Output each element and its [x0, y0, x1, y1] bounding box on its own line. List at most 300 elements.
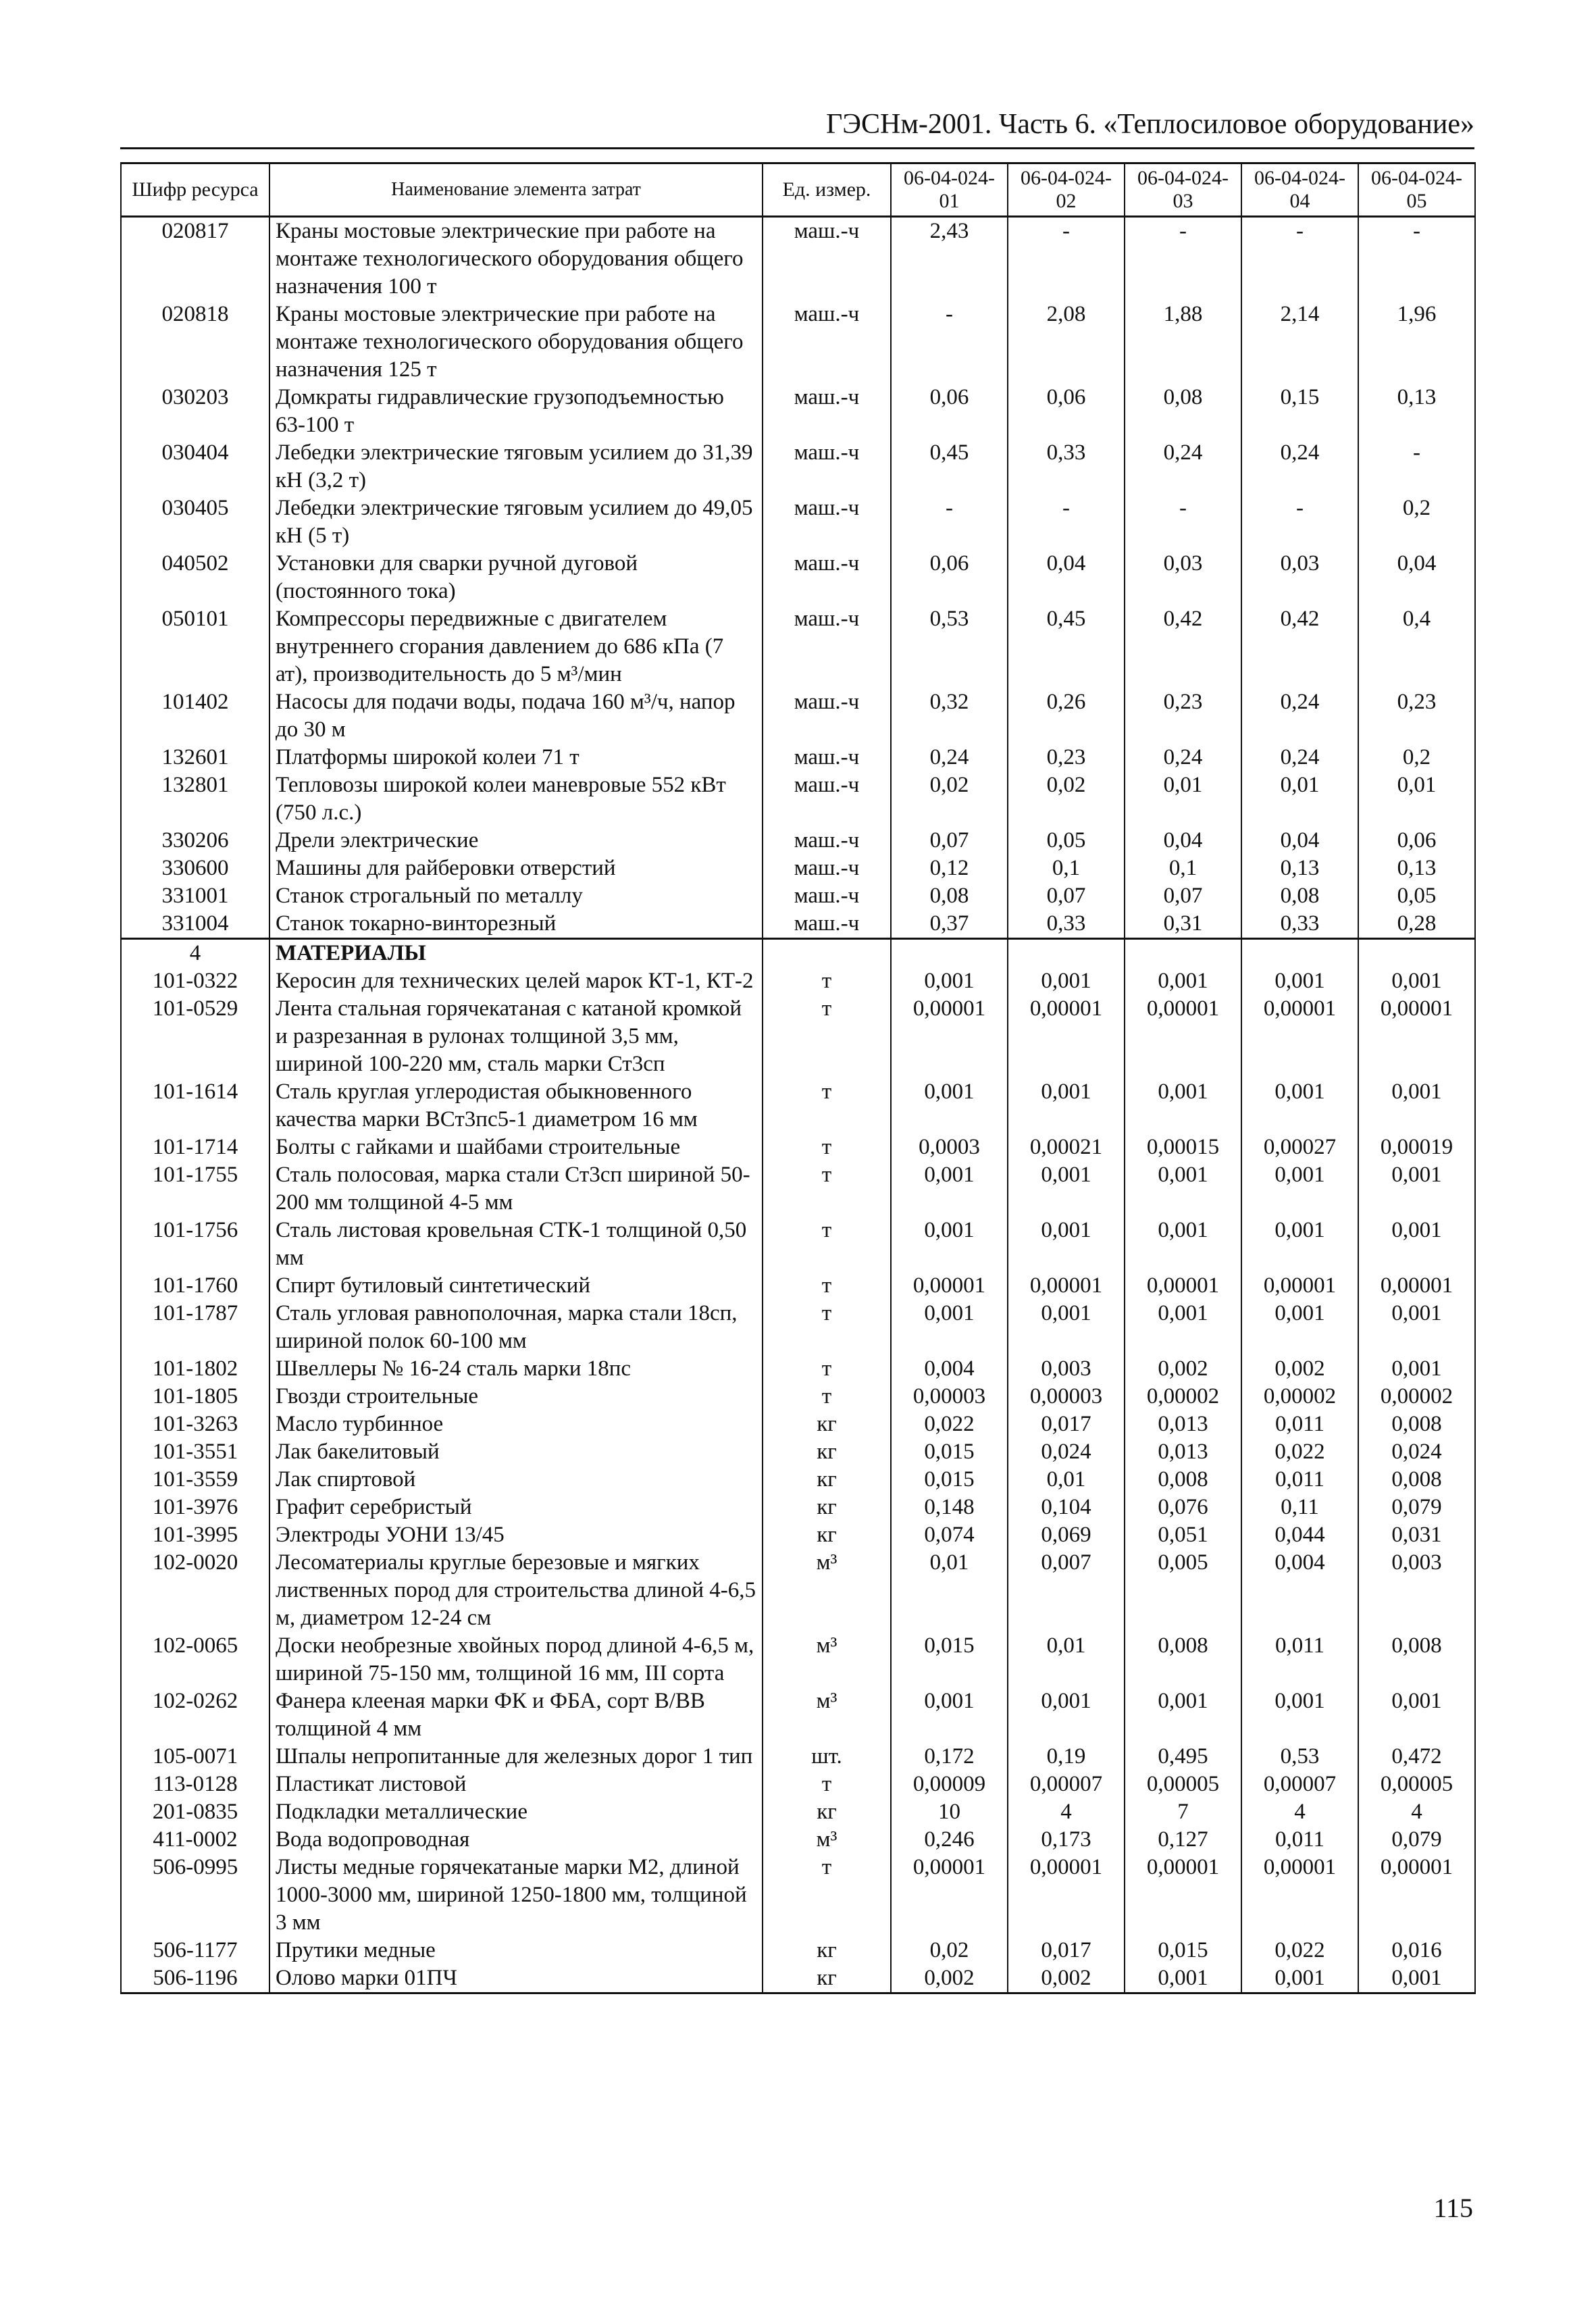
value-cell: 0,015 [891, 1466, 1008, 1494]
value-cell [1241, 939, 1358, 968]
resource-name-cell: Сталь полосовая, марка стали Ст3сп шириной 50-200 мм толщиной 4-5 мм [269, 1161, 763, 1217]
table-row [121, 1134, 1475, 1161]
resource-name-cell: Лебедки электрические тяговым усилием до 31,39 кН (3,2 т) [269, 439, 763, 494]
value-cell: 0,07 [891, 827, 1008, 855]
col-header-code: Шифр ресурса [121, 163, 269, 217]
value-cell: 0,05 [1008, 827, 1125, 855]
value-cell: 0,00003 [1008, 1383, 1125, 1410]
value-cell: 0,022 [1241, 1937, 1358, 1964]
value-cell: 4 [1358, 1798, 1475, 1826]
table-row [121, 1300, 1475, 1355]
value-cell: 0,008 [1358, 1410, 1475, 1438]
value-cell: 0,007 [1008, 1549, 1125, 1632]
resource-name-cell: Листы медные горячекатаные марки М2, длиной 1000-3000 мм, шириной 1250-1800 мм, толщиной 3 мм [269, 1854, 763, 1937]
resource-code-cell: 506-0995 [121, 1854, 269, 1937]
page-header-title: ГЭСНм-2001. Часть 6. «Теплосиловое оборудование» [825, 109, 1474, 140]
value-cell: 0,24 [1241, 688, 1358, 744]
table-row [121, 1854, 1475, 1937]
table-row [121, 384, 1475, 439]
value-cell: 0,011 [1241, 1632, 1358, 1687]
value-cell: 0,19 [1008, 1743, 1125, 1771]
value-cell: 0,0003 [891, 1134, 1008, 1161]
value-cell: 0,472 [1358, 1743, 1475, 1771]
value-cell: 0,001 [1125, 1217, 1241, 1272]
unit-cell: м³ [763, 1826, 891, 1854]
value-cell: 0,53 [1241, 1743, 1358, 1771]
value-cell: 0,00007 [1241, 1771, 1358, 1798]
resource-name-cell: Краны мостовые электрические при работе на монтаже технологического оборудования общего назначения 125 т [269, 301, 763, 384]
value-cell: 0,001 [1125, 1687, 1241, 1743]
table-row [121, 967, 1475, 995]
resource-name-cell: Шпалы непропитанные для железных дорог 1 тип [269, 1743, 763, 1771]
unit-cell: м³ [763, 1632, 891, 1687]
value-cell: 0,26 [1008, 688, 1125, 744]
resource-name-cell: Лак бакелитовый [269, 1438, 763, 1466]
unit-cell: т [763, 1300, 891, 1355]
value-cell: - [1008, 217, 1125, 301]
unit-cell: маш.-ч [763, 910, 891, 939]
value-cell: 0,001 [1358, 967, 1475, 995]
value-cell: 0,23 [1125, 688, 1241, 744]
table-row [121, 550, 1475, 605]
value-cell: 0,172 [891, 1743, 1008, 1771]
resource-code-cell: 101-0529 [121, 995, 269, 1078]
value-cell: 0,011 [1241, 1826, 1358, 1854]
table-row [121, 1438, 1475, 1466]
unit-cell: м³ [763, 1687, 891, 1743]
resource-name-cell: Лак спиртовой [269, 1466, 763, 1494]
resource-code-cell: 102-0020 [121, 1549, 269, 1632]
resource-code-cell: 101-1614 [121, 1078, 269, 1134]
value-cell: 0,00001 [1358, 1854, 1475, 1937]
unit-cell: т [763, 1272, 891, 1300]
value-cell: 0,00027 [1241, 1134, 1358, 1161]
value-cell: 0,011 [1241, 1466, 1358, 1494]
resource-code-cell: 020818 [121, 301, 269, 384]
resource-name-cell: Подкладки металлические [269, 1798, 763, 1826]
value-cell: 0,024 [1358, 1438, 1475, 1466]
value-cell: 0,001 [1358, 1687, 1475, 1743]
table-row [121, 882, 1475, 910]
value-cell: 0,01 [1241, 771, 1358, 827]
value-cell: 0,24 [891, 744, 1008, 771]
resource-code-cell: 101-3559 [121, 1466, 269, 1494]
value-cell: 0,02 [891, 1937, 1008, 1964]
table-row [121, 1632, 1475, 1687]
value-cell: 0,04 [1241, 827, 1358, 855]
unit-cell: т [763, 1854, 891, 1937]
resource-code-cell: 040502 [121, 550, 269, 605]
unit-cell: кг [763, 1438, 891, 1466]
table-row [121, 1383, 1475, 1410]
value-cell: 0,148 [891, 1494, 1008, 1521]
value-cell: - [1241, 494, 1358, 550]
value-cell: 0,013 [1125, 1438, 1241, 1466]
value-cell: 0,13 [1241, 855, 1358, 882]
value-cell: 0,33 [1008, 439, 1125, 494]
unit-cell: маш.-ч [763, 384, 891, 439]
value-cell: - [891, 494, 1008, 550]
value-cell: 0,001 [1358, 1355, 1475, 1383]
resource-name-cell: Станок токарно-винторезный [269, 910, 763, 939]
value-cell: 0,001 [891, 1687, 1008, 1743]
value-cell: 0,00001 [1125, 995, 1241, 1078]
value-cell: 0,001 [1008, 1687, 1125, 1743]
col-header-c5: 06-04-024-05 [1358, 163, 1475, 217]
value-cell: 0,00001 [1008, 995, 1125, 1078]
table-row [121, 439, 1475, 494]
resource-code-cell: 132801 [121, 771, 269, 827]
value-cell: 0,001 [1358, 1217, 1475, 1272]
table-row [121, 1078, 1475, 1134]
table-row [121, 1826, 1475, 1854]
value-cell: 0,06 [891, 384, 1008, 439]
value-cell: 0,013 [1125, 1410, 1241, 1438]
value-cell: 2,43 [891, 217, 1008, 301]
value-cell: 0,04 [1358, 550, 1475, 605]
value-cell: 0,02 [1008, 771, 1125, 827]
value-cell: 0,1 [1008, 855, 1125, 882]
resource-code-cell: 411-0002 [121, 1826, 269, 1854]
resource-name-cell: Лесоматериалы круглые березовые и мягких лиственных пород для строительства длиной 4-6,5 м, диаметром 12-24 см [269, 1549, 763, 1632]
resource-code-cell: 101-1802 [121, 1355, 269, 1383]
value-cell: 0,015 [891, 1632, 1008, 1687]
resource-code-cell: 4 [121, 939, 269, 968]
resource-name-cell: Пластикат листовой [269, 1771, 763, 1798]
value-cell: 0,28 [1358, 910, 1475, 939]
value-cell: 0,4 [1358, 605, 1475, 688]
value-cell: 0,01 [1008, 1466, 1125, 1494]
table-row [121, 301, 1475, 384]
value-cell [1008, 939, 1125, 968]
value-cell: 0,246 [891, 1826, 1008, 1854]
resource-code-cell: 506-1196 [121, 1964, 269, 1993]
value-cell: 0,37 [891, 910, 1008, 939]
resource-name-cell: Лебедки электрические тяговым усилием до 49,05 кН (5 т) [269, 494, 763, 550]
resource-code-cell: 101-3551 [121, 1438, 269, 1466]
resource-code-cell: 101-0322 [121, 967, 269, 995]
unit-cell: кг [763, 1410, 891, 1438]
col-header-c3: 06-04-024-03 [1125, 163, 1241, 217]
value-cell: 0,001 [1125, 1161, 1241, 1217]
value-cell: 0,24 [1125, 744, 1241, 771]
resource-name-cell: Масло турбинное [269, 1410, 763, 1438]
resource-code-cell: 101-1760 [121, 1272, 269, 1300]
unit-cell: т [763, 1078, 891, 1134]
resource-name-cell: Домкраты гидравлические грузоподъемностью 63-100 т [269, 384, 763, 439]
value-cell: 0,001 [1241, 1161, 1358, 1217]
resource-name-cell: Сталь листовая кровельная СТК-1 толщиной 0,50 мм [269, 1217, 763, 1272]
value-cell: 2,14 [1241, 301, 1358, 384]
value-cell: 0,42 [1241, 605, 1358, 688]
unit-cell: маш.-ч [763, 301, 891, 384]
resource-name-cell: Компрессоры передвижные с двигателем внутреннего сгорания давлением до 686 кПа (7 ат), производительность до 5 м³/мин [269, 605, 763, 688]
value-cell: 0,003 [1008, 1355, 1125, 1383]
table-row [121, 1521, 1475, 1549]
unit-cell: т [763, 1134, 891, 1161]
value-cell: 0,08 [891, 882, 1008, 910]
resource-code-cell: 330600 [121, 855, 269, 882]
value-cell: 10 [891, 1798, 1008, 1826]
value-cell: 0,00001 [891, 1272, 1008, 1300]
value-cell: - [1008, 494, 1125, 550]
resource-code-cell: 030203 [121, 384, 269, 439]
unit-cell: маш.-ч [763, 217, 891, 301]
resource-code-cell: 101-1714 [121, 1134, 269, 1161]
value-cell: 0,00001 [1008, 1272, 1125, 1300]
table-row [121, 1410, 1475, 1438]
value-cell: 0,11 [1241, 1494, 1358, 1521]
value-cell: 0,00003 [891, 1383, 1008, 1410]
value-cell: 0,45 [891, 439, 1008, 494]
value-cell: 0,004 [1241, 1549, 1358, 1632]
unit-cell: маш.-ч [763, 882, 891, 910]
unit-cell: т [763, 1217, 891, 1272]
value-cell: 0,001 [1008, 1217, 1125, 1272]
table-row [121, 1272, 1475, 1300]
value-cell: 1,88 [1125, 301, 1241, 384]
resource-table [120, 162, 1476, 1994]
value-cell: 0,00005 [1358, 1771, 1475, 1798]
resource-name-cell: Электроды УОНИ 13/45 [269, 1521, 763, 1549]
value-cell: 0,00007 [1008, 1771, 1125, 1798]
value-cell: 0,001 [891, 1217, 1008, 1272]
resource-name-cell: Вода водопроводная [269, 1826, 763, 1854]
resource-code-cell: 331001 [121, 882, 269, 910]
unit-cell: маш.-ч [763, 771, 891, 827]
value-cell: 0,00009 [891, 1771, 1008, 1798]
value-cell: 0,01 [1358, 771, 1475, 827]
resource-code-cell: 506-1177 [121, 1937, 269, 1964]
value-cell: 0,001 [1241, 1078, 1358, 1134]
value-cell: 0,008 [1358, 1632, 1475, 1687]
value-cell: 0,12 [891, 855, 1008, 882]
value-cell: 0,001 [1125, 1078, 1241, 1134]
resource-code-cell: 050101 [121, 605, 269, 688]
value-cell: 0,031 [1358, 1521, 1475, 1549]
unit-cell: маш.-ч [763, 744, 891, 771]
value-cell: 0,001 [1125, 967, 1241, 995]
value-cell: 0,015 [891, 1438, 1008, 1466]
table-row [121, 494, 1475, 550]
value-cell: 0,03 [1241, 550, 1358, 605]
value-cell: 2,08 [1008, 301, 1125, 384]
value-cell: 0,06 [1358, 827, 1475, 855]
resource-name-cell: Гвозди строительные [269, 1383, 763, 1410]
unit-cell: кг [763, 1964, 891, 1993]
resource-name-cell: Тепловозы широкой колеи маневровые 552 кВт (750 л.с.) [269, 771, 763, 827]
resource-name-cell: Станок строгальный по металлу [269, 882, 763, 910]
value-cell: 0,2 [1358, 494, 1475, 550]
resource-code-cell: 101-1787 [121, 1300, 269, 1355]
resource-name-cell: Насосы для подачи воды, подача 160 м³/ч, напор до 30 м [269, 688, 763, 744]
table-row [121, 605, 1475, 688]
value-cell: 0,001 [891, 967, 1008, 995]
header-rule [120, 147, 1474, 149]
value-cell: 0,06 [891, 550, 1008, 605]
resource-name-cell: Спирт бутиловый синтетический [269, 1272, 763, 1300]
value-cell: 0,016 [1358, 1937, 1475, 1964]
resource-code-cell: 102-0262 [121, 1687, 269, 1743]
value-cell: - [1241, 217, 1358, 301]
unit-cell: маш.-ч [763, 827, 891, 855]
resource-code-cell: 113-0128 [121, 1771, 269, 1798]
resource-name-cell: Установки для сварки ручной дуговой (постоянного тока) [269, 550, 763, 605]
unit-cell: м³ [763, 1549, 891, 1632]
unit-cell: кг [763, 1798, 891, 1826]
value-cell: 0,00001 [1241, 1272, 1358, 1300]
resource-code-cell: 331004 [121, 910, 269, 939]
value-cell: 0,33 [1241, 910, 1358, 939]
value-cell [891, 939, 1008, 968]
table-header-row [121, 163, 1475, 217]
table-row [121, 1743, 1475, 1771]
unit-cell: маш.-ч [763, 439, 891, 494]
table-row [121, 1771, 1475, 1798]
table-row [121, 744, 1475, 771]
value-cell: - [891, 301, 1008, 384]
value-cell: 0,00001 [1008, 1854, 1125, 1937]
resource-code-cell: 101-1756 [121, 1217, 269, 1272]
value-cell: 0,001 [1008, 1161, 1125, 1217]
value-cell: 0,00001 [1241, 995, 1358, 1078]
resource-code-cell: 101-1755 [121, 1161, 269, 1217]
value-cell: 0,01 [1125, 771, 1241, 827]
value-cell: 0,00001 [1358, 995, 1475, 1078]
value-cell [1125, 939, 1241, 968]
table-section-row [121, 939, 1475, 968]
resource-code-cell: 101-1805 [121, 1383, 269, 1410]
value-cell: 0,002 [1008, 1964, 1125, 1993]
value-cell: 0,051 [1125, 1521, 1241, 1549]
value-cell: - [1358, 439, 1475, 494]
resource-name-cell: Доски необрезные хвойных пород длиной 4-6,5 м, шириной 75-150 мм, толщиной 16 мм, III сорта [269, 1632, 763, 1687]
value-cell: 0,23 [1358, 688, 1475, 744]
value-cell: 0,001 [1241, 967, 1358, 995]
value-cell: 0,001 [1241, 1217, 1358, 1272]
resource-name-cell: Олово марки 01ПЧ [269, 1964, 763, 1993]
value-cell: 0,04 [1125, 827, 1241, 855]
value-cell: 0,08 [1125, 384, 1241, 439]
value-cell: 0,2 [1358, 744, 1475, 771]
col-header-c4: 06-04-024-04 [1241, 163, 1358, 217]
table-row [121, 1964, 1475, 1993]
value-cell: 0,08 [1241, 882, 1358, 910]
col-header-name: Наименование элемента затрат [269, 163, 763, 217]
value-cell: 0,008 [1358, 1466, 1475, 1494]
resource-code-cell: 201-0835 [121, 1798, 269, 1826]
value-cell: 0,02 [891, 771, 1008, 827]
resource-name-cell: Болты с гайками и шайбами строительные [269, 1134, 763, 1161]
unit-cell: кг [763, 1521, 891, 1549]
value-cell: 0,001 [1008, 1300, 1125, 1355]
unit-cell: маш.-ч [763, 550, 891, 605]
value-cell: 0,00001 [1125, 1854, 1241, 1937]
value-cell: 0,00002 [1125, 1383, 1241, 1410]
col-header-c1: 06-04-024-01 [891, 163, 1008, 217]
unit-cell: т [763, 1383, 891, 1410]
value-cell: 0,104 [1008, 1494, 1125, 1521]
resource-code-cell: 101-3263 [121, 1410, 269, 1438]
table-row [121, 1161, 1475, 1217]
resource-code-cell: 132601 [121, 744, 269, 771]
value-cell: 0,24 [1241, 439, 1358, 494]
unit-cell: т [763, 1355, 891, 1383]
value-cell: 0,002 [1125, 1355, 1241, 1383]
value-cell: 0,03 [1125, 550, 1241, 605]
resource-name-cell: Машины для райберовки отверстий [269, 855, 763, 882]
value-cell: 0,002 [891, 1964, 1008, 1993]
value-cell: 0,32 [891, 688, 1008, 744]
table-row [121, 771, 1475, 827]
table-body [121, 217, 1475, 1993]
value-cell: 0,015 [1125, 1937, 1241, 1964]
value-cell: 0,53 [891, 605, 1008, 688]
value-cell: 0,001 [1125, 1964, 1241, 1993]
resource-name-cell: Краны мостовые электрические при работе на монтаже технологического оборудования общего назначения 100 т [269, 217, 763, 301]
table-row [121, 1217, 1475, 1272]
value-cell: 0,13 [1358, 384, 1475, 439]
value-cell: 0,00002 [1358, 1383, 1475, 1410]
value-cell: 0,022 [891, 1410, 1008, 1438]
value-cell: 0,001 [1358, 1300, 1475, 1355]
value-cell: 0,001 [891, 1078, 1008, 1134]
table-row [121, 1549, 1475, 1632]
table-row [121, 995, 1475, 1078]
value-cell: 0,001 [1008, 1078, 1125, 1134]
table-row [121, 1937, 1475, 1964]
value-cell: 4 [1008, 1798, 1125, 1826]
value-cell: 0,23 [1008, 744, 1125, 771]
value-cell: 0,00001 [1241, 1854, 1358, 1937]
unit-cell: маш.-ч [763, 494, 891, 550]
value-cell: 0,001 [891, 1161, 1008, 1217]
value-cell: 0,069 [1008, 1521, 1125, 1549]
table-row [121, 1494, 1475, 1521]
resource-name-cell: Фанера клееная марки ФК и ФБА, сорт В/ВВ толщиной 4 мм [269, 1687, 763, 1743]
unit-cell: т [763, 967, 891, 995]
value-cell: 0,31 [1125, 910, 1241, 939]
value-cell: 0,024 [1008, 1438, 1125, 1466]
resource-code-cell: 330206 [121, 827, 269, 855]
resource-name-cell: Прутики медные [269, 1937, 763, 1964]
value-cell: 0,017 [1008, 1410, 1125, 1438]
unit-cell: маш.-ч [763, 855, 891, 882]
value-cell: 0,001 [1358, 1964, 1475, 1993]
value-cell: 0,42 [1125, 605, 1241, 688]
resource-code-cell: 030404 [121, 439, 269, 494]
value-cell: 0,002 [1241, 1355, 1358, 1383]
value-cell: 0,008 [1125, 1466, 1241, 1494]
value-cell: 0,173 [1008, 1826, 1125, 1854]
resource-name-cell: Сталь угловая равнополочная, марка стали 18сп, шириной полок 60-100 мм [269, 1300, 763, 1355]
col-header-unit: Ед. измер. [763, 163, 891, 217]
value-cell: 0,003 [1358, 1549, 1475, 1632]
table-row [121, 910, 1475, 939]
value-cell: 4 [1241, 1798, 1358, 1826]
value-cell: 0,005 [1125, 1549, 1241, 1632]
resource-name-cell: Дрели электрические [269, 827, 763, 855]
unit-cell [763, 939, 891, 968]
value-cell: 0,008 [1125, 1632, 1241, 1687]
table-row [121, 1798, 1475, 1826]
value-cell: 0,001 [1241, 1687, 1358, 1743]
value-cell: 0,05 [1358, 882, 1475, 910]
resource-name-cell: Сталь круглая углеродистая обыкновенного качества марки ВСт3пс5-1 диаметром 16 мм [269, 1078, 763, 1134]
unit-cell: маш.-ч [763, 688, 891, 744]
value-cell: 0,001 [1241, 1300, 1358, 1355]
resource-name-cell: Платформы широкой колеи 71 т [269, 744, 763, 771]
